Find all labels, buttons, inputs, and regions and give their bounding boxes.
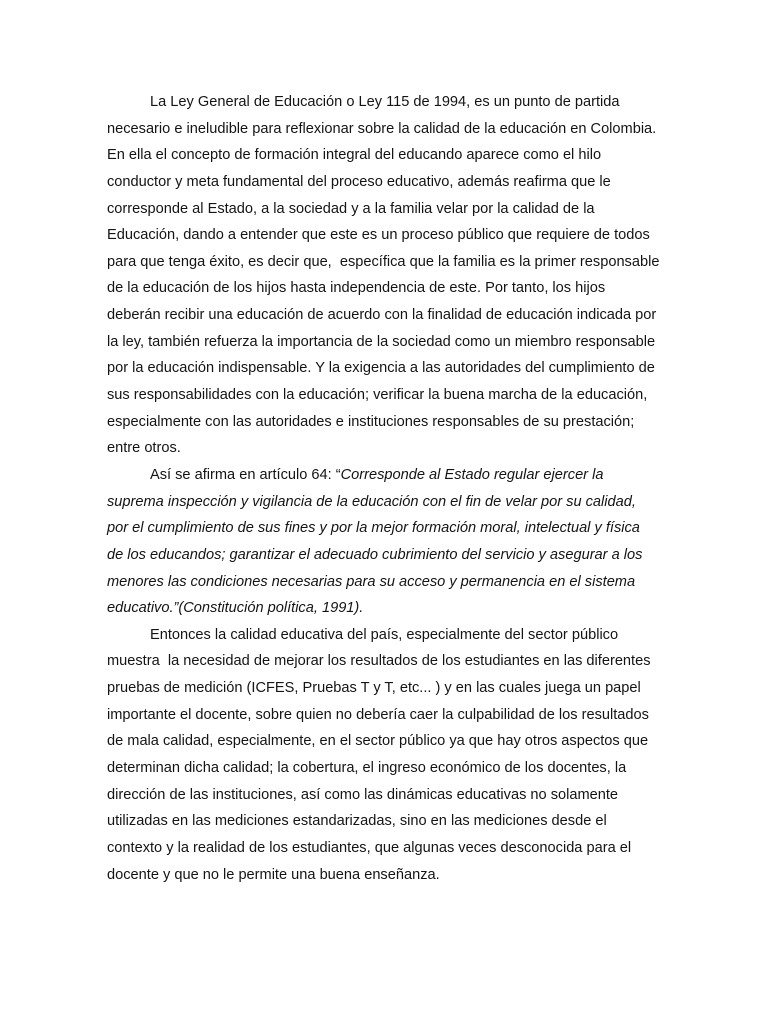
paragraph-calidad-educativa <box>107 622 687 888</box>
paragraph-line: de la educación de los hijos hasta independencia de este. Por tanto, los hijos <box>107 280 606 297</box>
paragraph-line: para que tenga éxito, es decir que, específica que la familia es la primer responsable <box>107 253 660 270</box>
paragraph-line: corresponde al Estado, a la sociedad y a la familia velar por la calidad de la <box>107 200 595 217</box>
quote-line: suprema inspección y vigilancia de la educación con el fin de velar por su calidad, <box>107 493 636 510</box>
quote-line: menores las condiciones necesarias para su acceso y permanencia en el sistema <box>107 573 636 590</box>
paragraph-line: sus responsabilidades con la educación; verificar la buena marcha de la educación, <box>107 387 648 404</box>
paragraph-line: de mala calidad, especialmente, en el sector público ya que hay otros aspectos que <box>107 733 649 750</box>
quote-intro-line <box>107 462 687 489</box>
paragraph-line: importante el docente, sobre quien no debería caer la culpabilidad de los resultados <box>107 706 649 723</box>
paragraph-line: entre otros. <box>107 440 181 457</box>
paragraph-line: la ley, también refuerza la importancia de la sociedad como un miembro responsable <box>107 333 656 350</box>
paragraph-articulo-64 <box>107 462 687 622</box>
paragraph-line: Educación, dando a entender que este es un proceso público que requiere de todos <box>107 227 650 244</box>
quote-text: Corresponde al Estado regular ejercer la <box>340 466 604 483</box>
paragraph-line: La Ley General de Educación o Ley 115 de 1994, es un punto de partida <box>150 94 620 110</box>
paragraph-line: dirección de las instituciones, así como las dinámicas educativas no solamente <box>107 786 619 803</box>
quote-intro-text: Así se afirma en artículo 64: “ <box>150 466 341 483</box>
paragraph-line: necesario e ineludible para reflexionar sobre la calidad de la educación en Colombia. <box>107 120 657 137</box>
paragraph-ley-general <box>107 89 687 462</box>
paragraph-line: Entonces la calidad educativa del país, especialmente del sector público <box>150 626 619 643</box>
quote-line: de los educandos; garantizar el adecuado cubrimiento del servicio y asegurar a los <box>107 546 643 563</box>
paragraph-line: En ella el concepto de formación integral del educando aparece como el hilo <box>107 147 602 164</box>
paragraph-line: muestra la necesidad de mejorar los resultados de los estudiantes en las diferentes <box>107 653 651 670</box>
paragraph-line: contexto y la realidad de los estudiantes, que algunas veces desconocida para el <box>107 839 632 856</box>
quote-line: por el cumplimiento de sus fines y por la mejor formación moral, intelectual y física <box>107 520 640 537</box>
paragraph-line: deberán recibir una educación de acuerdo con la finalidad de educación indicada por <box>107 307 657 324</box>
quote-citation-line: educativo.”(Constitución política, 1991). <box>107 600 364 617</box>
paragraph-line: pruebas de medición (ICFES, Pruebas T y T, etc... ) y en las cuales juega un papel <box>107 680 641 697</box>
paragraph-line: por la educación indispensable. Y la exigencia a las autoridades del cumplimiento de <box>107 360 655 377</box>
paragraph-line: conductor y meta fundamental del proceso educativo, además reafirma que le <box>107 173 611 190</box>
paragraph-line: determinan dicha calidad; la cobertura, el ingreso económico de los docentes, la <box>107 760 627 777</box>
document-body <box>107 89 687 888</box>
paragraph-line: utilizadas en las mediciones estandarizadas, sino en las mediciones desde el <box>107 813 607 830</box>
paragraph-line: especialmente con las autoridades e instituciones responsables de su prestación; <box>107 413 635 430</box>
paragraph-line: docente y que no le permite una buena enseñanza. <box>107 866 440 883</box>
